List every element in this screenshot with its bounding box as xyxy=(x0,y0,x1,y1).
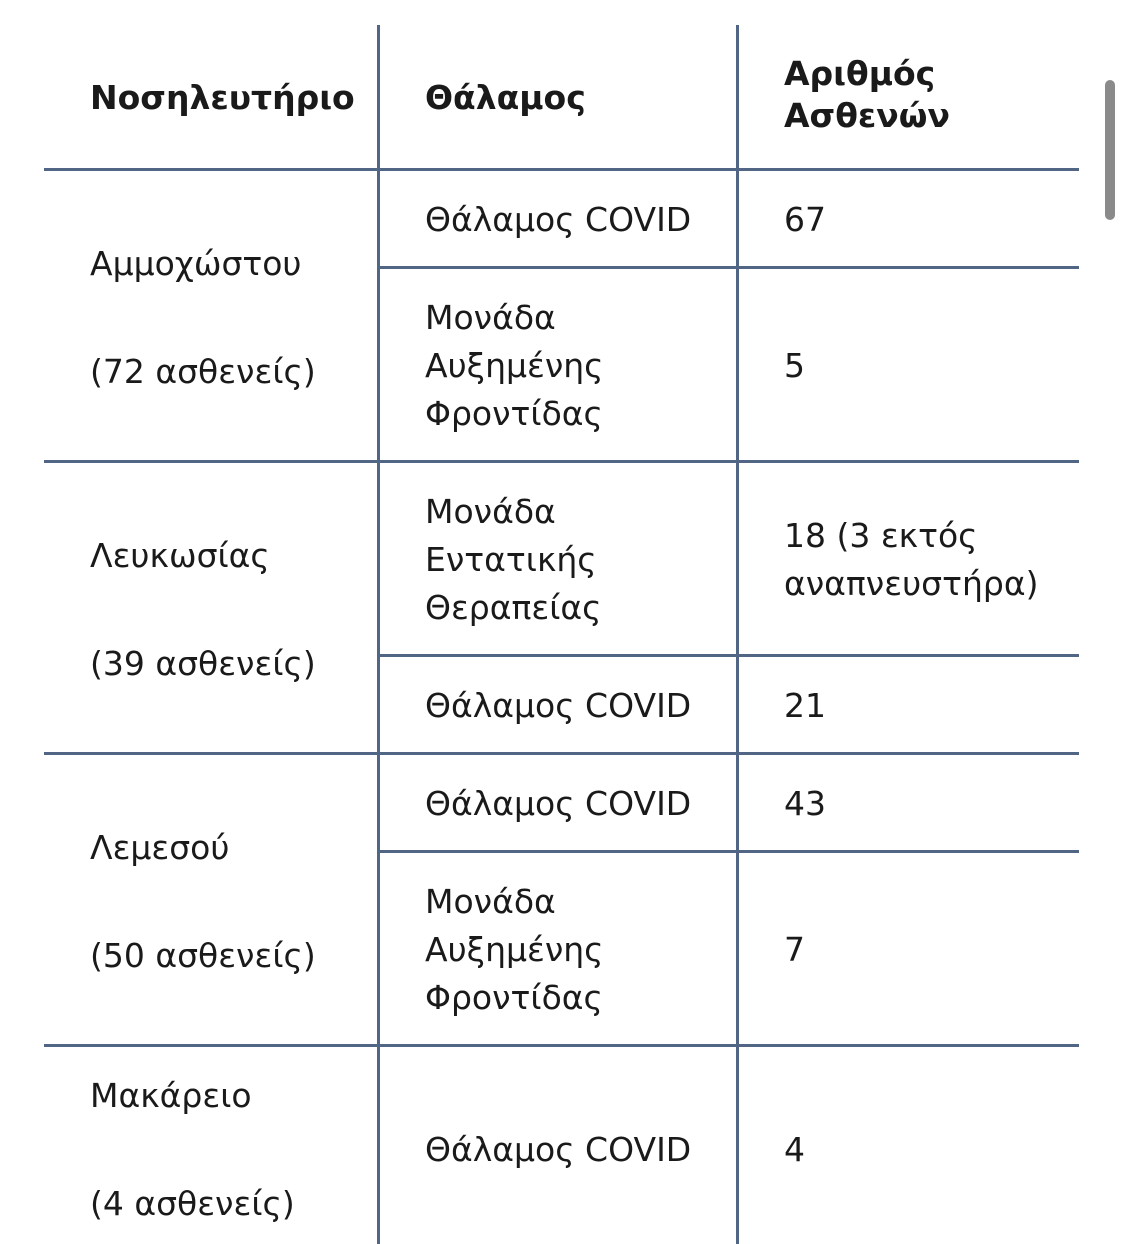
ward-name-line: Αυξημένης xyxy=(425,346,604,385)
header-ward: Θάλαμος xyxy=(425,78,586,117)
ward-name-line: Εντατικής xyxy=(425,540,597,579)
ward-patients: 21 xyxy=(784,686,826,725)
ward-name-line: Φροντίδας xyxy=(425,978,603,1017)
hospital-total: (50 ασθενείς) xyxy=(90,936,316,975)
hospital-name: Λευκωσίας xyxy=(90,536,270,575)
column-divider-1 xyxy=(377,25,380,1244)
ward-patients-line: αναπνευστήρα) xyxy=(784,564,1039,603)
ward-patients: 5 xyxy=(784,346,805,385)
ward-divider-3 xyxy=(377,850,1079,853)
hospital-name: Αμμοχώστου xyxy=(90,244,302,283)
header-patients-line2: Ασθενών xyxy=(784,96,950,135)
ward-name-line: Φροντίδας xyxy=(425,394,603,433)
hospital-total: (72 ασθενείς) xyxy=(90,352,316,391)
column-divider-2 xyxy=(736,25,739,1244)
row-divider-hospital-3 xyxy=(44,1044,1079,1047)
row-divider-hospital-1 xyxy=(44,460,1079,463)
row-divider-hospital-2 xyxy=(44,752,1079,755)
ward-patients-line: 18 (3 εκτός xyxy=(784,516,978,555)
scrollbar-thumb[interactable] xyxy=(1105,80,1115,220)
header-patients xyxy=(784,53,950,137)
ward-patients: 67 xyxy=(784,200,826,239)
ward-name-line: Μονάδα xyxy=(425,882,556,921)
row-divider-header xyxy=(44,168,1079,171)
ward-divider-2 xyxy=(377,654,1079,657)
ward-name xyxy=(425,488,602,632)
ward-name: Θάλαμος COVID xyxy=(425,200,692,239)
ward-divider-1 xyxy=(377,266,1079,269)
ward-patients xyxy=(784,512,1038,608)
ward-name: Θάλαμος COVID xyxy=(425,784,692,823)
hospital-total: (4 ασθενείς) xyxy=(90,1184,295,1223)
ward-name-line: Αυξημένης xyxy=(425,930,604,969)
ward-name-line: Θεραπείας xyxy=(425,588,602,627)
ward-name xyxy=(425,878,604,1022)
ward-patients: 4 xyxy=(784,1130,805,1169)
hospital-name: Λεμεσού xyxy=(90,828,230,867)
hospital-total: (39 ασθενείς) xyxy=(90,644,316,683)
hospital-name: Μακάρειο xyxy=(90,1076,252,1115)
ward-name: Θάλαμος COVID xyxy=(425,686,692,725)
ward-name-line: Μονάδα xyxy=(425,492,556,531)
ward-name xyxy=(425,294,604,438)
ward-patients: 7 xyxy=(784,930,805,969)
header-hospital: Νοσηλευτήριο xyxy=(90,78,355,117)
ward-name-line: Μονάδα xyxy=(425,298,556,337)
ward-name: Θάλαμος COVID xyxy=(425,1130,692,1169)
ward-patients: 43 xyxy=(784,784,826,823)
header-patients-line1: Αριθμός xyxy=(784,54,936,93)
